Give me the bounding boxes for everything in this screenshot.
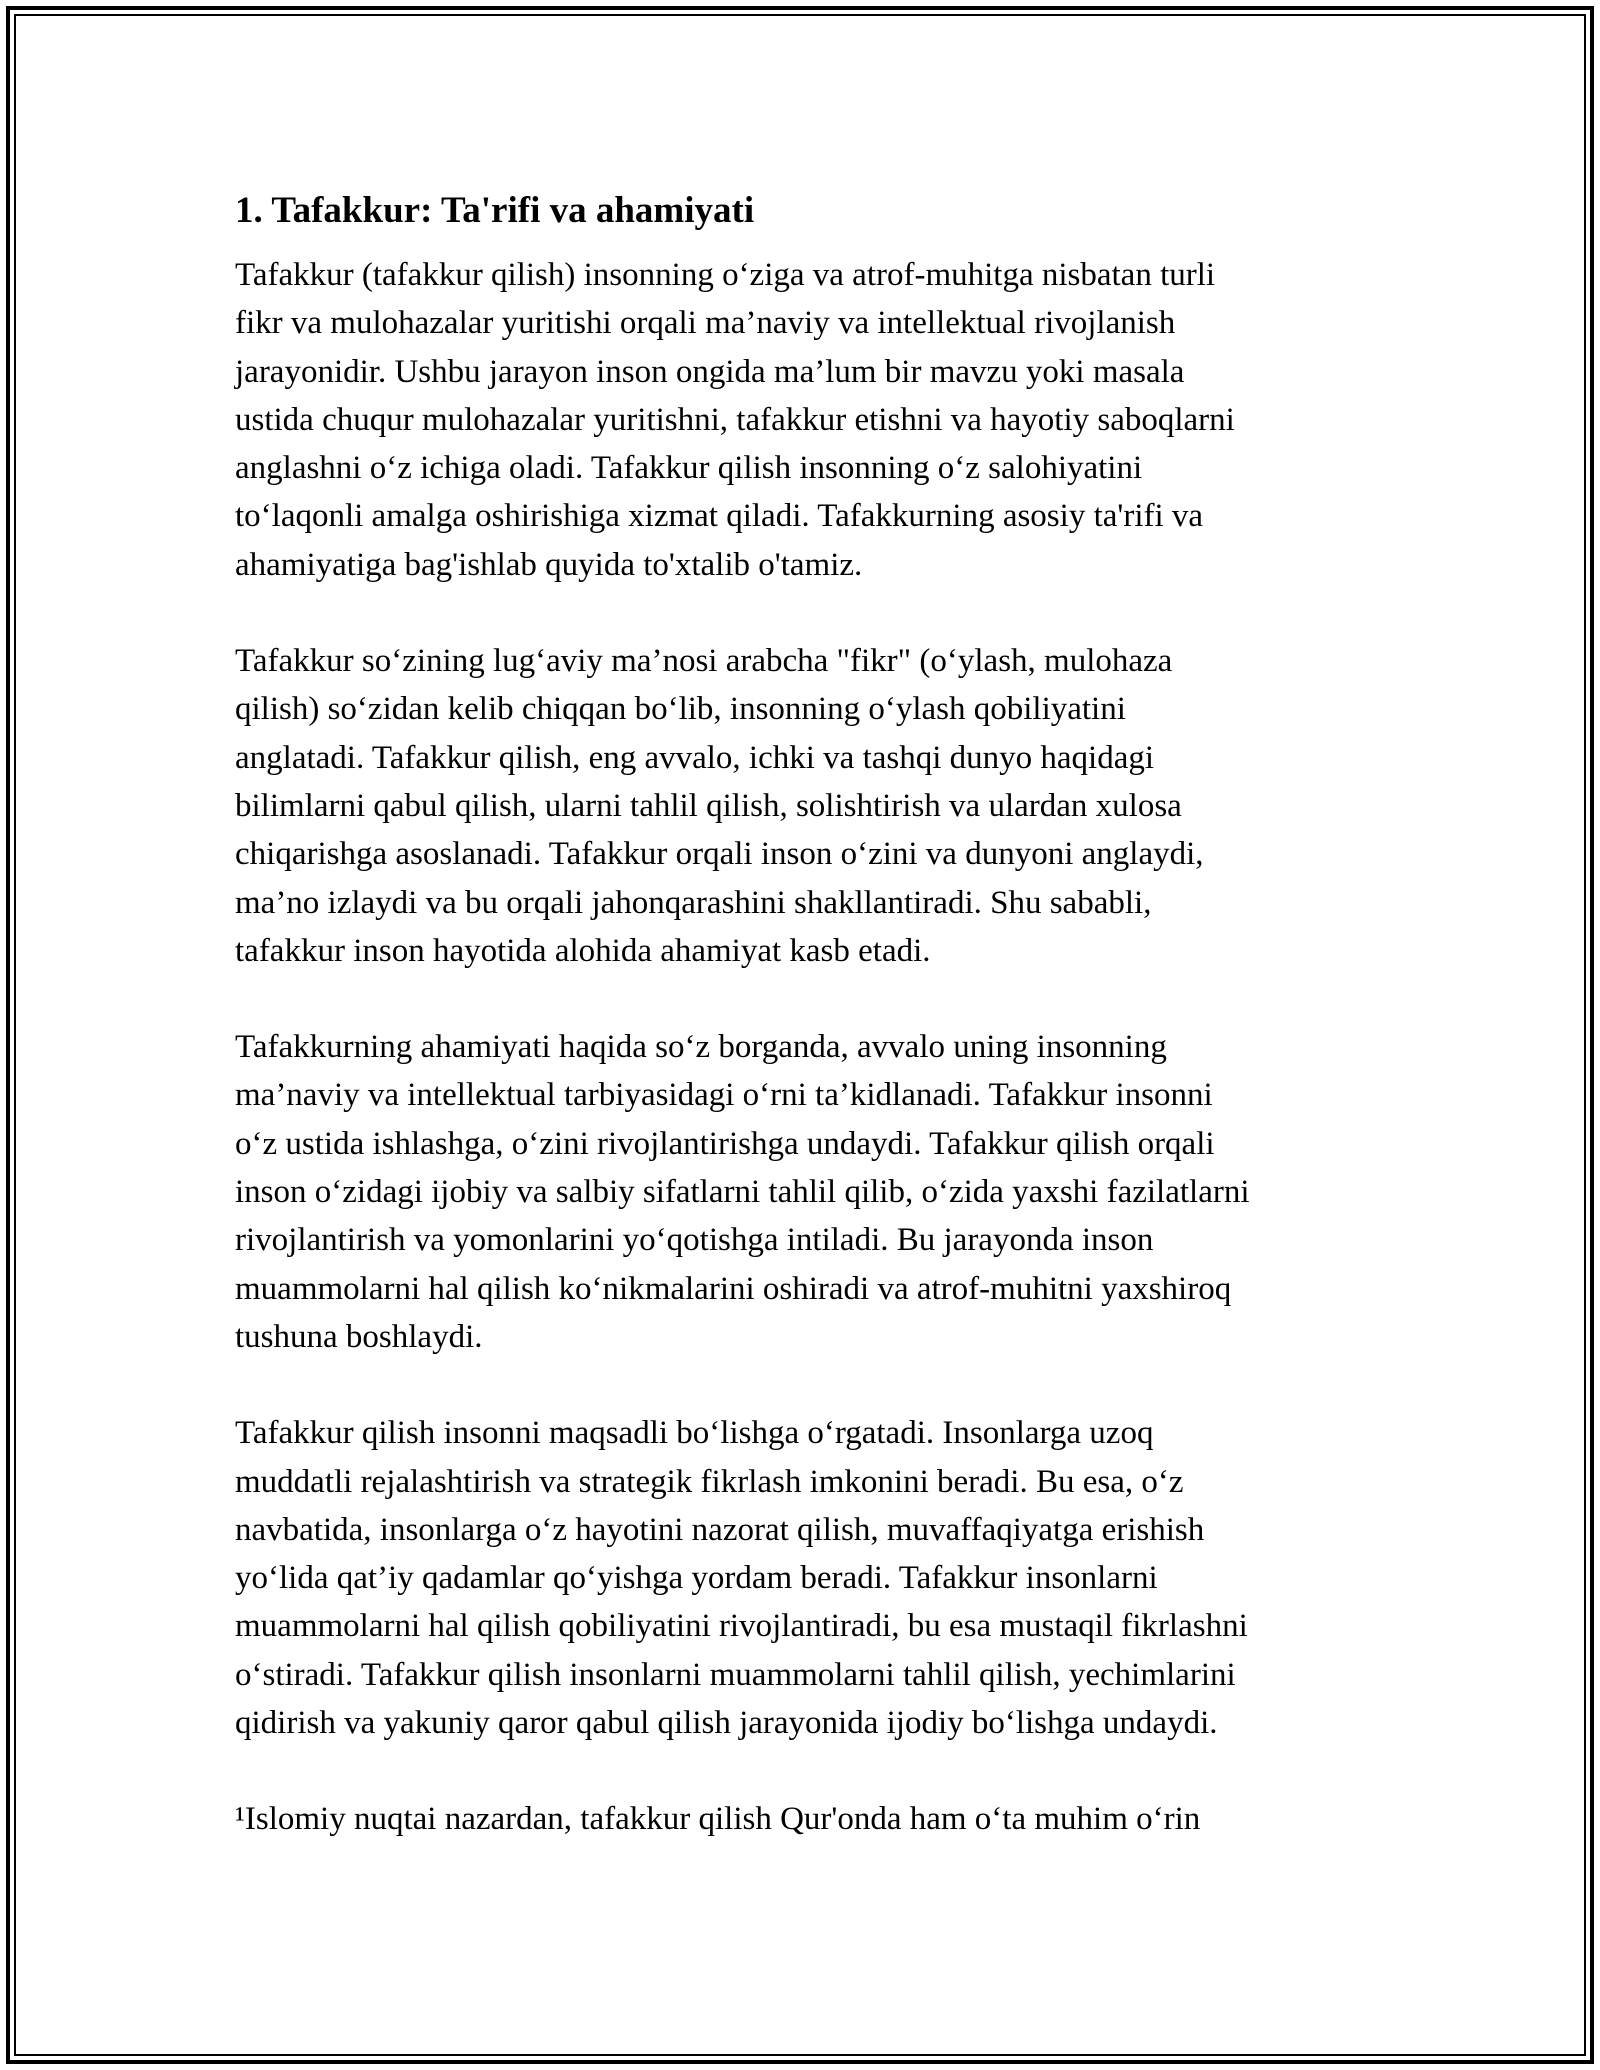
text-line: jarayonidir. Ushbu jarayon inson ongida ma’lum bir mavzu yoki masala [235,353,1185,390]
paragraph-3 [235,1023,1365,1361]
text-line: chiqarishga asoslanadi. Tafakkur orqali inson o‘zini va dunyoni anglaydi, [235,836,1204,873]
text-line: rivojlantirish va yomonlarini yo‘qotishga intiladi. Bu jarayonda inson [235,1222,1154,1259]
text-line: to‘laqonli amalga oshirishiga xizmat qiladi. Tafakkurning asosiy ta'rifi va [235,498,1204,535]
text-line: o‘stiradi. Tafakkur qilish insonlarni muammolarni tahlil qilish, yechimlarini [235,1656,1236,1693]
text-line: muammolarni hal qilish qobiliyatini rivojlantiradi, bu esa mustaqil fikrlashni [235,1608,1248,1645]
text-line: muddatli rejalashtirish va strategik fikrlash imkonini beradi. Bu esa, o‘z [235,1463,1184,1500]
text-line: ¹Islomiy nuqtai nazardan, tafakkur qilish Qur'onda ham o‘ta muhim o‘rin [235,1801,1201,1838]
text-line: ma’no izlaydi va bu orqali jahonqarashini shakllantiradi. Shu sababli, [235,884,1152,921]
text-line: fikr va mulohazalar yuritishi orqali ma’naviy va intellektual rivojlanish [235,305,1176,342]
text-line: muammolarni hal qilish ko‘nikmalarini oshiradi va atrof-muhitni yaxshiroq [235,1270,1232,1307]
text-line: qidirish va yakuniy qaror qabul qilish jarayonida ijodiy bo‘lishga undaydi. [235,1705,1218,1742]
document-body [235,185,1365,1844]
paragraph-5 [235,1795,1365,1843]
text-line: tushuna boshlaydi. [235,1318,483,1355]
text-line: Tafakkur (tafakkur qilish) insonning o‘ziga va atrof-muhitga nisbatan turli [235,257,1216,293]
paragraph-1 [235,251,1365,589]
text-line: tafakkur inson hayotida alohida ahamiyat kasb etadi. [235,932,931,969]
text-line: ustida chuqur mulohazalar yuritishni, tafakkur etishni va hayotiy saboqlarni [235,401,1235,438]
text-line: Tafakkur qilish insonni maqsadli bo‘lishga o‘rgatadi. Insonlarga uzoq [235,1415,1154,1452]
text-line: anglatadi. Tafakkur qilish, eng avvalo, ichki va tashqi dunyo haqidagi [235,739,1155,776]
section-heading: 1. Tafakkur: Ta'rifi va ahamiyati [235,190,755,231]
paragraph-2 [235,637,1365,975]
text-line: Tafakkur so‘zining lug‘aviy ma’nosi arabcha "fikr" (o‘ylash, mulohaza [235,643,1173,680]
text-line: qilish) so‘zidan kelib chiqqan bo‘lib, insonning o‘ylash qobiliyatini [235,691,1126,728]
text-line: ma’naviy va intellektual tarbiyasidagi o‘rni ta’kidlanadi. Tafakkur insonni [235,1077,1213,1114]
text-line: bilimlarni qabul qilish, ularni tahlil qilish, solishtirish va ulardan xulosa [235,787,1182,824]
text-line: anglashni o‘z ichiga oladi. Tafakkur qilish insonning o‘z salohiyatini [235,450,1143,487]
text-line: Tafakkurning ahamiyati haqida so‘z borganda, avvalo uning insonning [235,1029,1167,1066]
text-line: yo‘lida qat’iy qadamlar qo‘yishga yordam beradi. Tafakkur insonlarni [235,1560,1158,1597]
text-line: ahamiyatiga bag'ishlab quyida to'xtalib o'tamiz. [235,546,863,583]
text-line: o‘z ustida ishlashga, o‘zini rivojlantirishga undaydi. Tafakkur qilish orqali [235,1125,1215,1162]
text-line: inson o‘zidagi ijobiy va salbiy sifatlarni tahlil qilib, o‘zida yaxshi fazilatlarni [235,1174,1250,1211]
text-line: navbatida, insonlarga o‘z hayotini nazorat qilish, muvaffaqiyatga erishish [235,1511,1205,1548]
paragraph-4 [235,1409,1365,1747]
